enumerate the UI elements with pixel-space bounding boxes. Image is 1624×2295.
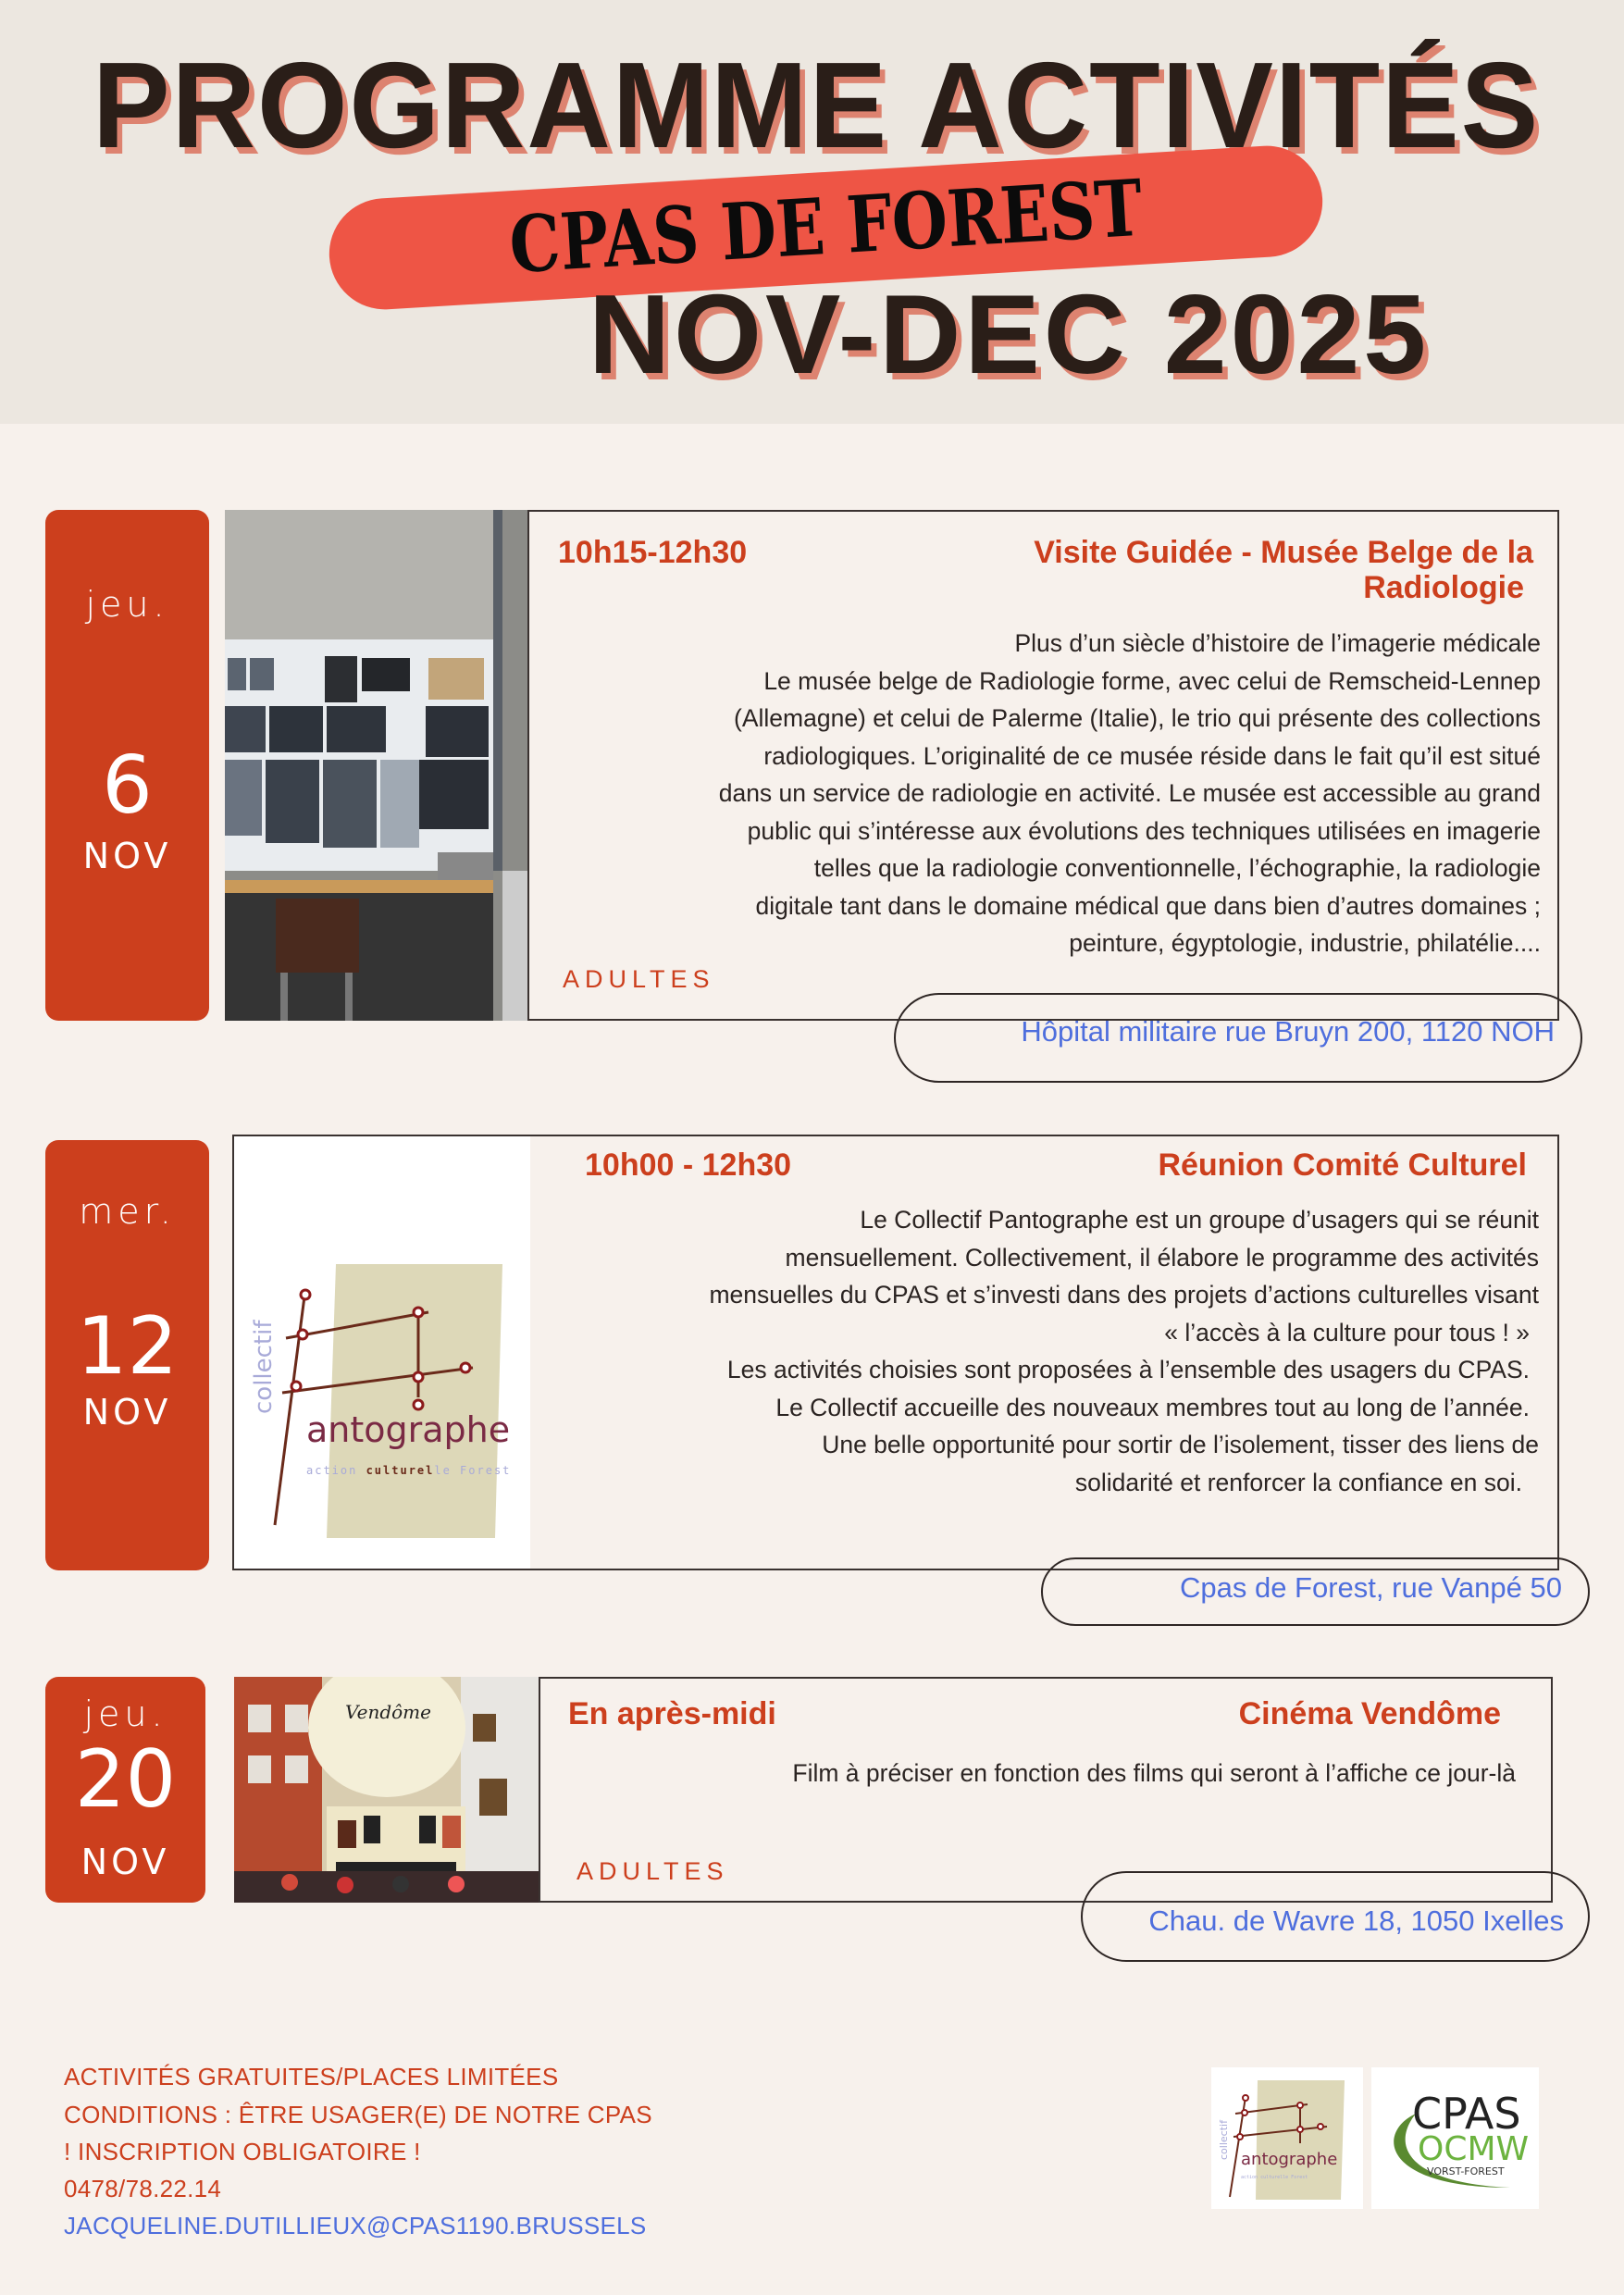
desc-line: Plus d’un siècle d’histoire de l’imagerie médicale xyxy=(1014,629,1541,657)
period-title: NOV-DEC 2025 xyxy=(589,271,1431,397)
desc-line: Le musée belge de Radiologie forme, avec celui de Remscheid-Lennep xyxy=(763,666,1541,695)
desc-line: mensuellement. Collectivement, il élabore le programme des activités xyxy=(785,1243,1539,1272)
footer-registration: ! INSCRIPTION OBLIGATOIRE ! xyxy=(64,2138,421,2165)
event-1-day: 6 xyxy=(102,739,153,832)
event-2-weekday: mer. xyxy=(79,1191,176,1232)
desc-line: Le Collectif Pantographe est un groupe d’usagers qui se réunit xyxy=(860,1206,1539,1234)
desc-line: Le Collectif accueille des nouveaux membres tout au long de l’année. xyxy=(775,1393,1530,1421)
desc-line: peinture, égyptologie, industrie, philatélie.... xyxy=(1069,929,1541,957)
subtitle: CPAS DE FOREST xyxy=(506,161,1146,292)
event-2-title: Réunion Comité Culturel xyxy=(1158,1148,1527,1183)
cpas-ocmw-logo-icon xyxy=(1371,2067,1539,2209)
event-1-title-line2: Radiologie xyxy=(1363,570,1524,605)
desc-line: Film à préciser en fonction des films qui seront à l’affiche ce jour-là xyxy=(792,1759,1516,1787)
pantographe-logo-icon xyxy=(1211,2067,1363,2209)
desc-line: radiologiques. L’originalité de ce musée réside dans le fait qu’il est situé xyxy=(763,741,1541,770)
desc-line: solidarité et renforcer la confiance en soi. xyxy=(1074,1468,1522,1496)
event-2-day: 12 xyxy=(76,1300,179,1393)
event-2-address[interactable]: Cpas de Forest, rue Vanpé 50 xyxy=(1179,1571,1562,1604)
desc-line: dans un service de radiologie en activité. Le musée est accessible au grand xyxy=(718,779,1541,807)
svg-text:antographe: antographe xyxy=(1241,2150,1338,2169)
svg-text:antographe: antographe xyxy=(306,1409,511,1450)
event-3-day: 20 xyxy=(74,1733,177,1826)
pantographe-logo-icon xyxy=(234,1136,530,1569)
event-1-date-box xyxy=(45,510,209,1021)
footer-free-activities: ACTIVITÉS GRATUITES/PLACES LIMITÉES xyxy=(64,2063,559,2090)
svg-text:action culturelle Forest: action culturelle Forest xyxy=(306,1464,512,1477)
footer-phone[interactable]: 0478/78.22.14 xyxy=(64,2175,222,2202)
desc-line: Les activités choisies sont proposées à l’ensemble des usagers du CPAS. xyxy=(726,1356,1530,1383)
event-3-address[interactable]: Chau. de Wavre 18, 1050 Ixelles xyxy=(1148,1904,1564,1937)
event-1-address[interactable]: Hôpital militaire rue Bruyn 200, 1120 NOH xyxy=(1021,1015,1555,1048)
event-3-image xyxy=(234,1677,539,1903)
event-3-month: NOV xyxy=(81,1842,170,1882)
event-2-time: 10h00 - 12h30 xyxy=(585,1148,792,1183)
footer-conditions: CONDITIONS : ÊTRE USAGER(E) DE NOTRE CPAS xyxy=(64,2101,652,2128)
event-3-audience: ADULTES xyxy=(576,1857,729,1885)
event-1-image xyxy=(225,510,527,1021)
svg-text:CPAS: CPAS xyxy=(1412,2089,1521,2139)
event-1-audience: ADULTES xyxy=(563,965,715,993)
svg-text:VORST-FOREST: VORST-FOREST xyxy=(1427,2165,1505,2177)
desc-line: digitale tant dans le domaine médical que dans bien d’autres domaines ; xyxy=(755,891,1541,920)
desc-line: mensuelles du CPAS et s’investi dans des projets d’actions culturelles visant xyxy=(709,1281,1539,1309)
event-3-weekday: jeu. xyxy=(83,1693,167,1734)
svg-text:OCMW: OCMW xyxy=(1418,2130,1530,2168)
page-title: PROGRAMME ACTIVITÉS xyxy=(93,37,1541,173)
event-1-month: NOV xyxy=(82,836,172,876)
event-3-title: Cinéma Vendôme xyxy=(1238,1696,1501,1731)
event-1-time: 10h15-12h30 xyxy=(558,535,748,570)
svg-text:collectif: collectif xyxy=(250,1320,278,1414)
event-1-weekday: jeu. xyxy=(85,584,169,625)
event-1-description xyxy=(546,625,1541,962)
event-3-time: En après-midi xyxy=(568,1696,776,1731)
event-2-date-box xyxy=(45,1140,209,1570)
event-2-description xyxy=(555,1201,1539,1501)
event-3-description xyxy=(574,1755,1516,1793)
event-3-date-box xyxy=(45,1677,205,1903)
event-1-title-line1: Visite Guidée - Musée Belge de la xyxy=(1034,535,1533,570)
svg-text:Vendôme: Vendôme xyxy=(345,1701,431,1723)
x-ray-room-illustration xyxy=(225,510,527,1021)
event-1-title xyxy=(870,535,1533,605)
svg-text:action culturelle Forest: action culturelle Forest xyxy=(1241,2175,1308,2180)
footer-logo-cpas xyxy=(1371,2067,1539,2209)
event-2-month: NOV xyxy=(82,1392,172,1433)
footer-logo-pantographe xyxy=(1211,2067,1363,2209)
desc-line: telles que la radiologie conventionnelle, l’échographie, la radiologie xyxy=(813,854,1541,882)
event-2-image xyxy=(234,1136,530,1569)
cinema-vendome-illustration xyxy=(234,1677,539,1903)
svg-text:collectif: collectif xyxy=(1218,2120,1230,2160)
desc-line: Une belle opportunité pour sortir de l’isolement, tisser des liens de xyxy=(822,1431,1539,1458)
desc-line: (Allemagne) et celui de Palerme (Italie), le trio qui présente des collections xyxy=(734,704,1541,732)
desc-line: « l’accès à la culture pour tous ! » xyxy=(1164,1318,1530,1346)
footer-email[interactable]: JACQUELINE.DUTILLIEUX@CPAS1190.BRUSSELS xyxy=(64,2212,647,2239)
desc-line: public qui s’intéresse aux évolutions des techniques utilisées en imagerie xyxy=(747,816,1541,845)
